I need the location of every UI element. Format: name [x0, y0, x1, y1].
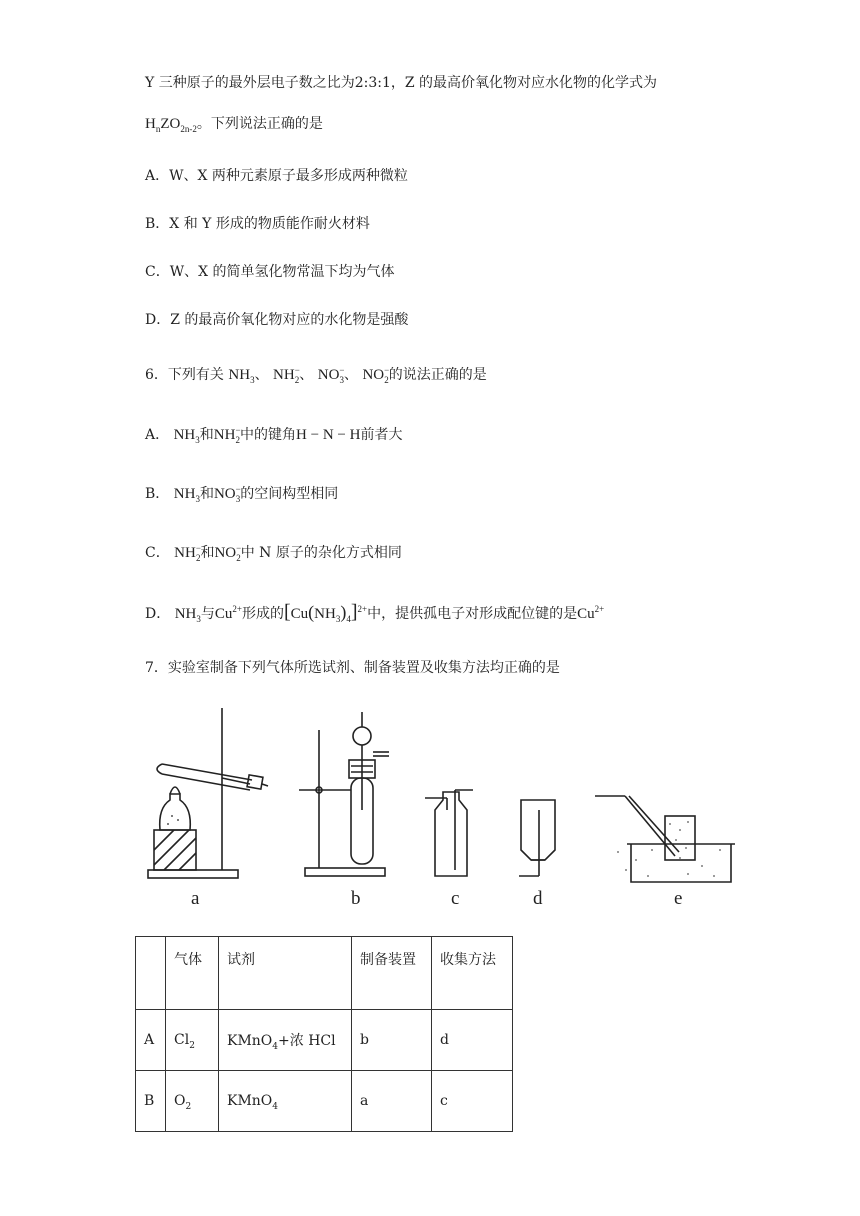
table-header-cell: 制备装置	[352, 937, 432, 1010]
species-nh3: $NH_3$	[174, 606, 201, 624]
species-nh3: $NH_3$	[173, 486, 200, 504]
species-nh2-minus: $NH^-_2$	[174, 543, 201, 563]
species-cu2plus: $Cu^{2+}$	[577, 604, 605, 622]
q5-option-c: C．W、X 的简单氢化物常温下均为气体	[145, 264, 395, 280]
q6-option-d: D． $NH_3$与$Cu^{2+}$形成的$[Cu(NH_3)_4]^{2+}$中，提供孤电子对形成配位键的是$Cu^{2+}$	[145, 601, 605, 624]
species-nh2-minus: $NH^-_2$	[213, 425, 241, 445]
apparatus-d	[519, 800, 555, 876]
q5-stem-line1: Y 三种原子的最外层电子数之比为2:3:1，Z 的最高价氧化物对应水化物的化学式为	[145, 75, 658, 91]
q5-stem-line2: $H_nZO_{2n-2}$。下列说法正确的是	[145, 116, 323, 134]
row-device: a	[352, 1071, 432, 1132]
q6-option-a: A． $NH_3$和$NH^-_2$中的键角H − N − H前者大	[145, 425, 403, 445]
species-cu2plus: $Cu^{2+}$	[214, 604, 242, 622]
row-key: B	[136, 1071, 166, 1132]
apparatus-b	[299, 712, 389, 876]
q5-option-a: A．W、X 两种元素原子最多形成两种微粒	[145, 168, 408, 184]
figure-label-d: d	[533, 888, 543, 909]
apparatus-e	[595, 796, 735, 882]
bond-angle-hnh: H − N − H	[296, 427, 361, 443]
species-nh3: $NH_3$	[173, 427, 200, 445]
q7-stem: 7．实验室制备下列气体所选试剂、制备装置及收集方法均正确的是	[145, 660, 560, 676]
complex-cu-nh3-4: $[Cu(NH_3)_4]^{2+}$	[283, 601, 368, 624]
q5-option-b: B．X 和 Y 形成的物质能作耐火材料	[145, 216, 370, 232]
row-collect: d	[432, 1010, 513, 1071]
apparatus-figure	[140, 700, 740, 890]
q6-stem: 6．下列有关 $NH_3$、 $NH^-_2$、 $NO^-_3$、 $NO^-_2$的说法正确的是	[145, 365, 487, 385]
figure-label-b: b	[351, 888, 361, 909]
table-header-cell: 收集方法	[432, 937, 513, 1010]
q5-option-d: D．Z 的最高价氧化物对应的水化物是强酸	[145, 312, 409, 328]
q6-option-b: B． $NH_3$和$NO^-_3$的空间构型相同	[145, 484, 339, 504]
table-row	[136, 1010, 513, 1071]
species-no2-minus: $NO^-_2$	[214, 543, 242, 563]
row-key: A	[136, 1010, 166, 1071]
row-collect: c	[432, 1071, 513, 1132]
row-gas: $Cl_2$	[166, 1010, 219, 1071]
options-table	[135, 936, 513, 1132]
row-reagent: KMnO$_4$+浓 HCl	[219, 1010, 352, 1071]
apparatus-c	[425, 790, 473, 876]
q5-formula: $H_nZO_{2n-2}$	[145, 116, 197, 134]
table-header-cell: 气体	[166, 937, 219, 1010]
table-header-cell	[136, 937, 166, 1010]
row-device: b	[352, 1010, 432, 1071]
species-no2-minus: $NO^-_2$	[362, 365, 390, 385]
table-header-row	[136, 937, 513, 1010]
row-gas: $O_2$	[166, 1071, 219, 1132]
figure-label-e: e	[674, 888, 683, 909]
apparatus-a	[148, 708, 268, 878]
q6-option-c: C． $NH^-_2$和$NO^-_2$中 N 原子的杂化方式相同	[145, 543, 402, 563]
species-nh2-minus: $NH^-_2$	[273, 365, 300, 385]
table-header-cell: 试剂	[219, 937, 352, 1010]
apparatus-dots	[167, 815, 721, 877]
figure-label-c: c	[451, 888, 460, 909]
species-no3-minus: $NO^-_3$	[317, 365, 345, 385]
figure-label-a: a	[191, 888, 200, 909]
species-no3-minus: $NO^-_3$	[213, 484, 241, 504]
table-row	[136, 1071, 513, 1132]
species-nh3: $NH_3$	[228, 367, 255, 385]
row-reagent: KMnO$_4$	[219, 1071, 352, 1132]
